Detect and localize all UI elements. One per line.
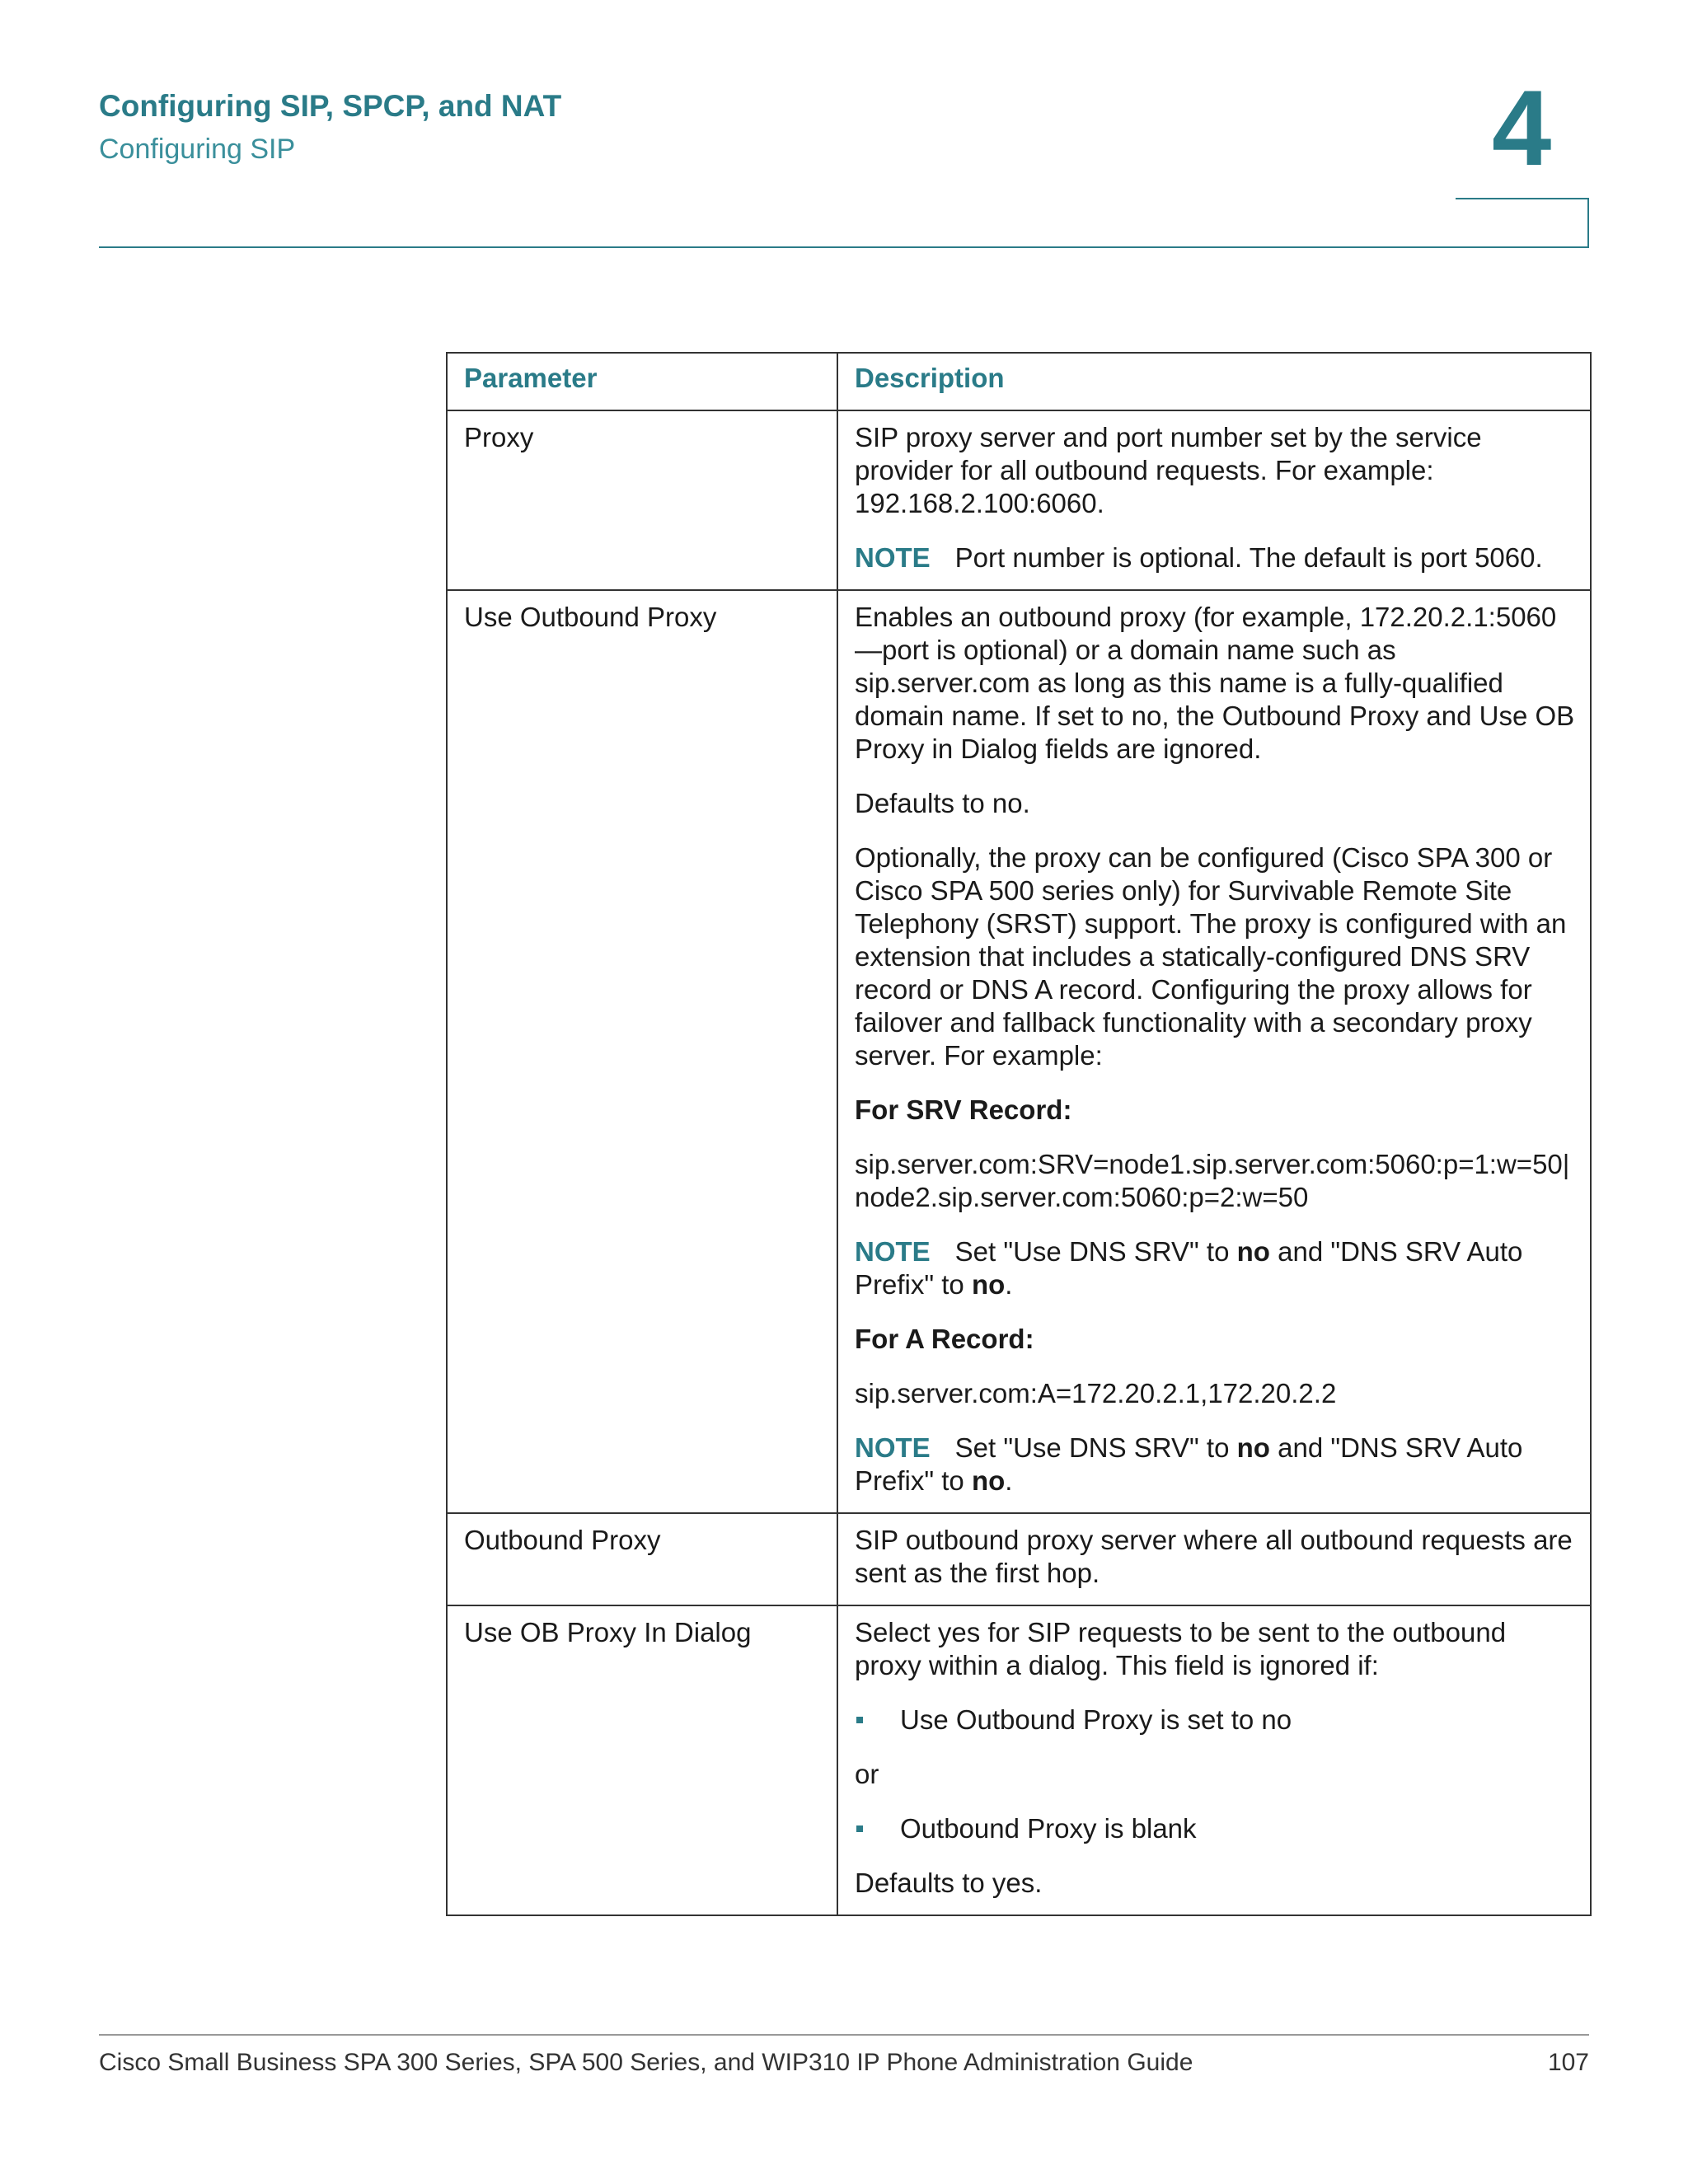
parameter-cell: Use Outbound Proxy: [447, 590, 837, 1513]
chapter-tab-border: [1456, 198, 1589, 247]
parameter-cell: Proxy: [447, 410, 837, 590]
table-row: [447, 1605, 1591, 1915]
description-text: SIP proxy server and port number set by the service provider for all outbound requests. For example: 192.168.2.100:6060.: [855, 422, 1482, 518]
table-row: [447, 1513, 1591, 1605]
note-text: .: [1005, 1269, 1013, 1300]
note-label: NOTE: [855, 1432, 931, 1463]
note-text: Set "Use DNS SRV" to: [954, 1236, 1237, 1267]
note-value: no: [971, 1465, 1006, 1496]
description-text: Optionally, the proxy can be configured (Cisco SPA 300 or Cisco SPA 500 series only) for Survivable Remote Site Telephony (SRST) support. The proxy is configured with an extension that includes a statically-configured DNS SRV record or DNS A record. Configuring the proxy allows for failover and fallback functionality with a secondary proxy server. For example:: [855, 842, 1567, 1071]
parameter-cell: Outbound Proxy: [447, 1513, 837, 1605]
description-text: SIP outbound proxy server where all outbound requests are sent as the first hop.: [855, 1525, 1573, 1588]
description-cell: [837, 410, 1591, 590]
table-row: [447, 590, 1591, 1513]
description-cell: [837, 590, 1591, 1513]
table-header-row: [447, 353, 1591, 410]
description-text: Defaults to yes.: [855, 1868, 1043, 1898]
header-divider: [99, 246, 1589, 248]
note-text: .: [1005, 1465, 1013, 1496]
bullet-item: Use Outbound Proxy is set to no: [855, 1704, 1575, 1736]
section-title: Configuring SIP: [99, 134, 296, 165]
description-text: Select yes for SIP requests to be sent to the outbound proxy within a dialog. This field is ignored if:: [855, 1617, 1507, 1680]
note-value: no: [1236, 1432, 1270, 1463]
note-label: NOTE: [855, 542, 931, 573]
subheading-a-record: For A Record:: [855, 1324, 1034, 1354]
parameters-table: [446, 352, 1592, 1916]
table-row: [447, 410, 1591, 590]
parameter-cell: Use OB Proxy In Dialog: [447, 1605, 837, 1915]
description-text: or: [855, 1759, 879, 1789]
srv-example: sip.server.com:SRV=node1.sip.server.com:5060:p=1:w=50|node2.sip.server.com:5060:p=2:w=50: [855, 1149, 1570, 1212]
note-label: NOTE: [855, 1236, 931, 1267]
subheading-srv: For SRV Record:: [855, 1094, 1072, 1125]
page-number: 107: [1547, 2049, 1589, 2076]
note-text: Set "Use DNS SRV" to: [954, 1432, 1237, 1463]
description-cell: [837, 1513, 1591, 1605]
note: [855, 1432, 1575, 1497]
description-cell: [837, 1605, 1591, 1915]
note: [855, 541, 1575, 574]
chapter-title: Configuring SIP, SPCP, and NAT: [99, 89, 562, 123]
a-record-example: sip.server.com:A=172.20.2.1,172.20.2.2: [855, 1378, 1337, 1408]
note-text: and "DNS SRV Auto Prefix" to: [855, 1236, 1523, 1300]
note: [855, 1235, 1575, 1301]
footer-guide-title: Cisco Small Business SPA 300 Series, SPA 500 Series, and WIP310 IP Phone Administration Guide: [99, 2049, 1193, 2076]
column-header-parameter: Parameter: [447, 353, 837, 410]
note-value: no: [1236, 1236, 1270, 1267]
description-text: Enables an outbound proxy (for example, 172.20.2.1:5060—port is optional) or a domain name such as sip.server.com as long as this name is a fully-qualified domain name. If set to no, the Outbound Proxy and Use OB Proxy in Dialog fields are ignored.: [855, 602, 1575, 764]
footer-divider: [99, 2034, 1589, 2036]
chapter-number: 4: [1492, 68, 1552, 188]
column-header-description: Description: [837, 353, 1591, 410]
note-text: and "DNS SRV Auto Prefix" to: [855, 1432, 1523, 1496]
description-text: Defaults to no.: [855, 788, 1030, 818]
note-text: Port number is optional. The default is port 5060.: [954, 542, 1543, 573]
note-value: no: [971, 1269, 1006, 1300]
bullet-item: Outbound Proxy is blank: [855, 1812, 1575, 1845]
